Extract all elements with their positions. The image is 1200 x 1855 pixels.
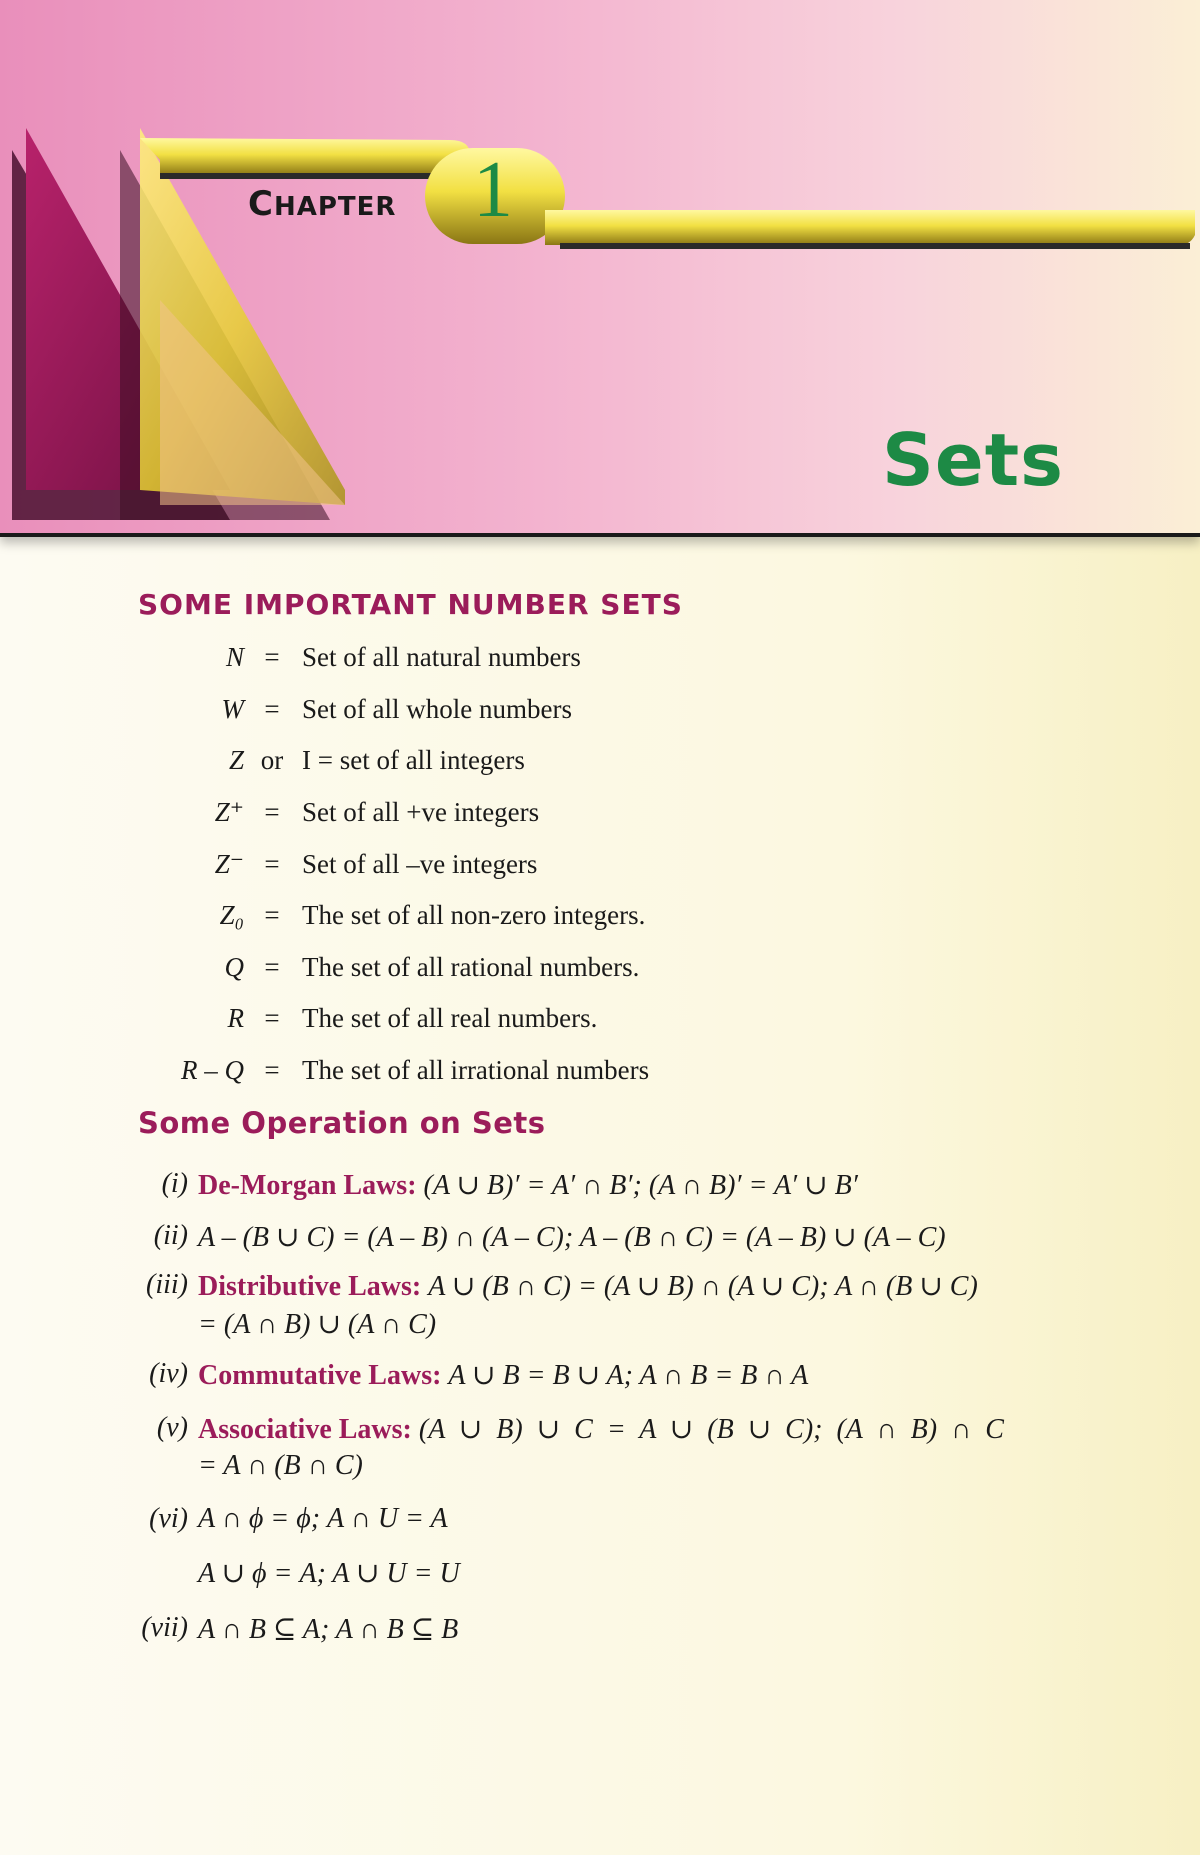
set-description: The set of all non-zero integers. [302,900,646,930]
chapter-label-rest: HAPTER [273,192,397,222]
item-number: (iii) [146,1269,188,1300]
item-number: (vi) [149,1503,188,1534]
set-separator: = [264,797,280,827]
item-number: (vii) [141,1612,188,1643]
section-title-operations: Some Operation on Sets [138,1106,546,1140]
set-symbol: Z⁺ [214,797,244,827]
section-title-number-sets: SOME IMPORTANT NUMBER SETS [138,588,683,621]
law-formula-continued: A ∪ ϕ = A; A ∪ U = U [198,1558,460,1589]
item-number: (i) [161,1168,188,1199]
law-name: De-Morgan Laws: [198,1170,417,1201]
item-number: (iv) [149,1358,188,1389]
set-separator: or [260,745,284,775]
law-formula-continued: = (A ∩ B) ∪ (A ∩ C) [198,1309,437,1340]
chapter-header [0,0,1200,537]
law-formula-continued: = A ∩ (B ∩ C) [198,1450,363,1481]
set-description: Set of all natural numbers [302,642,581,672]
set-symbol: R – Q [181,1055,244,1085]
chapter-bar-top [140,138,470,175]
set-symbol: Z⁻ [214,849,244,879]
chapter-label [248,184,396,224]
chapter-title: Sets [882,418,1064,502]
law-formula: A ∪ B = B ∪ A; A ∩ B = B ∩ A [448,1360,809,1391]
law-name: Distributive Laws: [198,1271,422,1302]
law-formula: (A ∪ B)′ = A′ ∩ B′; (A ∩ B)′ = A′ ∪ B′ [423,1170,858,1201]
set-symbol: N [225,642,244,672]
item-number: (v) [156,1412,188,1443]
item-number: (ii) [153,1220,188,1251]
law-formula: A ∪ (B ∩ C) = (A ∪ B) ∩ (A ∪ C); A ∩ (B ∪ C) [428,1271,978,1302]
set-separator: = [264,694,280,724]
set-separator: = [264,952,280,982]
set-description: The set of all rational numbers. [302,952,640,982]
set-description: The set of all real numbers. [302,1003,598,1033]
chapter-bar-right [545,210,1195,245]
law-formula: A – (B ∪ C) = (A – B) ∩ (A – C); A – (B ∩ C) = (A – B) ∪ (A – C) [198,1222,946,1253]
set-separator: = [264,1055,280,1085]
set-symbol: R [227,1003,244,1033]
set-description: I = set of all integers [302,745,525,775]
chapter-label-initial: C [248,184,274,224]
set-description: Set of all whole numbers [302,694,572,724]
set-symbol: Z₀ [219,900,244,930]
set-separator: = [264,900,280,930]
law-name: Commutative Laws: [198,1360,442,1391]
set-description: Set of all –ve integers [302,849,538,879]
chapter-number: 1 [473,146,513,234]
set-symbol: Z [228,745,244,775]
set-separator: = [264,849,280,879]
law-formula: A ∩ B ⊆ A; A ∩ B ⊆ B [198,1614,459,1645]
set-description: The set of all irrational numbers [302,1055,650,1085]
set-separator: = [264,642,280,672]
law-formula: (A ∪ B) ∪ C = A ∪ (B ∪ C); (A ∩ B) ∩ C [418,1414,1004,1445]
set-symbol: W [221,694,244,724]
set-separator: = [264,1003,280,1033]
law-formula: A ∩ ϕ = ϕ; A ∩ U = A [198,1503,448,1534]
set-description: Set of all +ve integers [302,797,540,827]
set-symbol: Q [224,952,244,982]
law-name: Associative Laws: [198,1414,412,1445]
